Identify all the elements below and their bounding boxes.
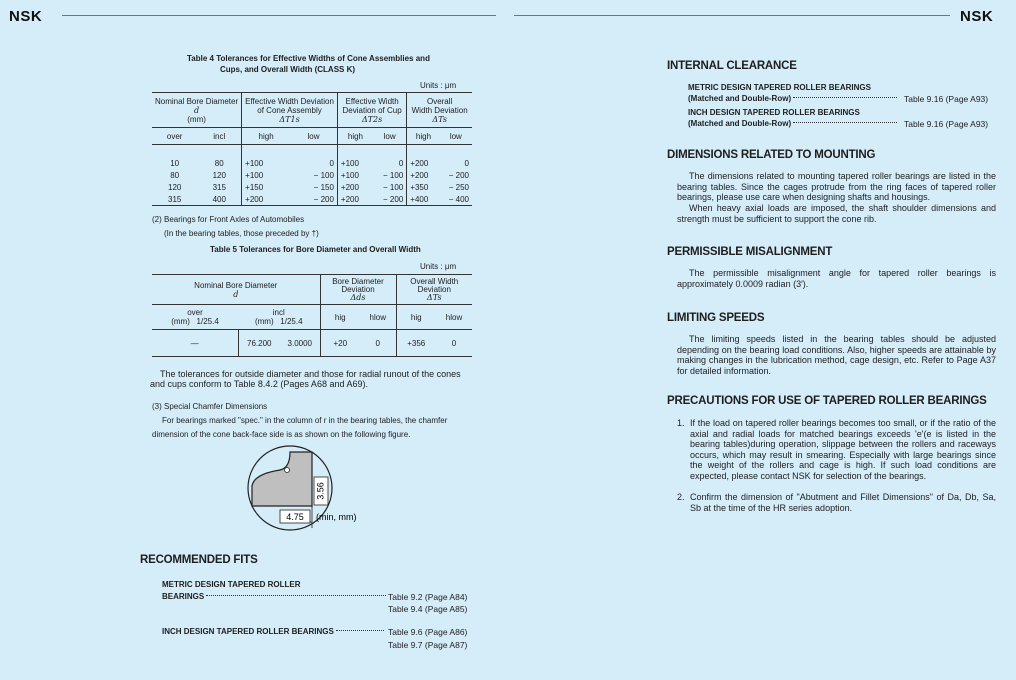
- limiting-speeds-text: The limiting speeds listed in the bearing tables should be adjusted depending on the bearing load conditions. Also, higher speeds are attainable by making changes in the lubrication method, cage design, etc. Refer to Page A37 for detailed information.: [677, 334, 996, 376]
- table5-sub-high: hig: [396, 305, 436, 330]
- table5-units: Units : μm: [420, 262, 457, 271]
- fits-metric-line2: BEARINGS: [162, 591, 386, 603]
- clearance-metric-line2: (Matched and Double-Row): [688, 93, 897, 105]
- mounting-heading: DIMENSIONS RELATED TO MOUNTING: [667, 149, 876, 161]
- table4-caption-line1: Table 4 Tolerances for Effective Widths of Cone Assemblies and: [187, 54, 430, 63]
- clearance-inch-ref[interactable]: Table 9.16 (Page A93): [904, 119, 989, 129]
- table4-col4-header: Overall Width Deviation ΔTs: [407, 93, 472, 128]
- table5-sub-incl: incl (mm) 1/25.4: [254, 308, 303, 326]
- table5-sub-high: hig: [320, 305, 360, 330]
- chamfer-line2: dimension of the cone back-face side is as shown on the following figure.: [152, 430, 411, 439]
- nsk-logo-left: NSK: [9, 8, 43, 25]
- clearance-inch-line1: INCH DESIGN TAPERED ROLLER BEARINGS: [688, 108, 860, 117]
- fits-inch-label: INCH DESIGN TAPERED ROLLER BEARINGS: [162, 626, 384, 638]
- table5-subheader-row: [152, 305, 472, 330]
- table4-caption-line2: Cups, and Overall Width (CLASS K): [220, 65, 356, 74]
- table4-col1-header: Nominal Bore Diameter d (mm): [155, 96, 239, 124]
- table5: [152, 274, 472, 357]
- chamfer-figure: [240, 440, 380, 540]
- clearance-metric-line1: METRIC DESIGN TAPERED ROLLER BEARINGS: [688, 83, 871, 92]
- table4-sub-incl: incl: [213, 131, 226, 141]
- table5-col2-header: Bore Diameter Deviation Δds: [320, 275, 396, 305]
- tolerance-note-line2: and cups conform to Table 8.4.2 (Pages A68 and A69).: [150, 379, 368, 389]
- chamfer-point: [285, 468, 290, 473]
- misalignment-text: The permissible misalignment angle for tapered roller bearings is approximately 0.0009 radian (3′).: [677, 268, 996, 289]
- precautions-heading: PRECAUTIONS FOR USE OF TAPERED ROLLER BEARINGS: [667, 395, 987, 407]
- table5-caption: Table 5 Tolerances for Bore Diameter and Overall Width: [210, 245, 421, 254]
- table-row: — 76.200 3.0000 +20 0 +356 0: [152, 330, 472, 357]
- cone-section: [252, 452, 312, 506]
- table5-col1-header: Nominal Bore Diameter d: [194, 280, 278, 299]
- mounting-paragraph-1: The dimensions related to mounting tapered roller bearings are listed in the bearing tables. Since the cages protrude from the ring faces of tapered roller bearings, please use care when designing shafts and housings.: [677, 171, 996, 202]
- table4-col3-header: Effective Width Deviation of Cup ΔT2s: [337, 93, 406, 128]
- clearance-inch-line2: (Matched and Double-Row): [688, 118, 897, 130]
- dim-vertical-label: 3.56: [315, 482, 326, 500]
- table4-sub-high: high: [337, 128, 373, 145]
- table-row: 80 120 +100 − 100 +100 − 100 +200 − 200: [170, 170, 469, 180]
- chamfer-line1: For bearings marked "spec." in the column of r in the bearing tables, the chamfer: [162, 416, 448, 425]
- table4-sub-high: high: [242, 128, 290, 145]
- table5-col3-header: Overall Width Deviation ΔTs: [396, 275, 472, 305]
- table4-units: Units : μm: [420, 81, 457, 90]
- precaution-1-text: If the load on tapered roller bearings becomes too small, or if the ratio of the axial and radial loads for matched bearings exceeds 'e'(e is listed in the bearing tables)during operation, slippage between the rollers and raceways occurs, which may result in smearing. Especially with large bearings since the weight of the rollers and cage is high. If such load conditions are expected, please contact NSK for selection of the bearings.: [690, 418, 996, 481]
- dim-horizontal-label: 4.75: [286, 512, 304, 522]
- table4-sub-high: high: [407, 128, 440, 145]
- table4-sub-low: low: [307, 131, 320, 141]
- tolerance-note-line1: The tolerances for outside diameter and those for radial runout of the cones: [160, 369, 461, 379]
- table-row: 315 400 +200 − 200 +200 − 200 +400 − 400: [152, 193, 472, 206]
- table4: [152, 92, 472, 206]
- mounting-paragraph-2: When heavy axial loads are imposed, the shaft shoulder dimensions and strength must be sufficient to support the cone rib.: [677, 203, 996, 224]
- precaution-2-number: 2.: [677, 492, 685, 502]
- table5-sub-low: hlow: [445, 312, 463, 322]
- table-row: 120 315 +150 − 150 +200 − 100 +350 − 250: [168, 182, 469, 192]
- clearance-metric-ref[interactable]: Table 9.16 (Page A93): [904, 94, 989, 104]
- note2-text: (In the bearing tables, those preceded by †): [164, 229, 319, 238]
- fits-inch-ref1[interactable]: Table 9.6 (Page A86): [388, 627, 468, 637]
- fits-metric-line1: METRIC DESIGN TAPERED ROLLER: [162, 580, 301, 589]
- note2-title: (2) Bearings for Front Axles of Automobiles: [152, 215, 305, 224]
- header-rule-right: [514, 15, 950, 16]
- table4-sub-low: low: [383, 131, 396, 141]
- dim-unit-label: (min, mm): [316, 512, 357, 522]
- limiting-speeds-heading: LIMITING SPEEDS: [667, 312, 765, 324]
- table-row: 10 80 +100 0 +100 0 +200 0: [170, 158, 469, 168]
- fits-metric-ref2[interactable]: Table 9.4 (Page A85): [388, 604, 468, 614]
- chamfer-title: (3) Special Chamfer Dimensions: [152, 402, 268, 411]
- fits-metric-ref1[interactable]: Table 9.2 (Page A84): [388, 592, 468, 602]
- header-rule-left: [62, 15, 496, 16]
- table4-sub-low: low: [449, 131, 462, 141]
- precaution-1-number: 1.: [677, 418, 685, 428]
- precaution-2-text: Confirm the dimension of "Abutment and Fillet Dimensions" of Da, Db, Sa, Sb at the time of the HR series adoption.: [690, 492, 996, 513]
- nsk-logo-right: NSK: [960, 8, 994, 25]
- table4-subheader-row: [152, 128, 472, 145]
- table5-sub-low: hlow: [369, 312, 386, 322]
- fits-inch-ref2[interactable]: Table 9.7 (Page A87): [388, 640, 468, 650]
- table4-sub-over: over: [166, 131, 183, 141]
- internal-clearance-heading: INTERNAL CLEARANCE: [667, 60, 797, 72]
- recommended-fits-heading: RECOMMENDED FITS: [140, 554, 258, 566]
- misalignment-heading: PERMISSIBLE MISALIGNMENT: [667, 246, 833, 258]
- table5-sub-over: over (mm) 1/25.4: [171, 308, 219, 326]
- table4-col2-header: Effective Width Deviation of Cone Assembly ΔT1s: [242, 93, 338, 128]
